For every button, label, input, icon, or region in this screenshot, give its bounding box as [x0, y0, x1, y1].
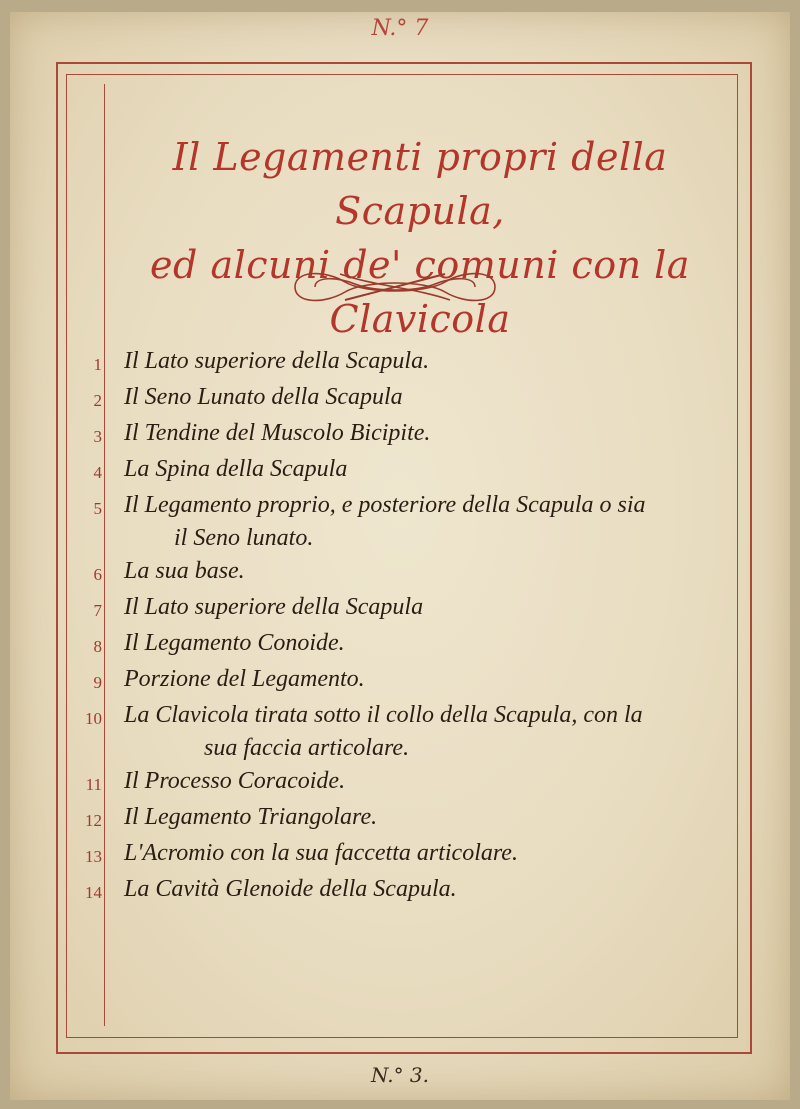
- list-item: [66, 801, 726, 837]
- item-number: 9: [93, 673, 102, 692]
- item-number: 11: [85, 775, 102, 794]
- ligament-list: [66, 345, 726, 909]
- item-text-block: [116, 663, 726, 696]
- title-line-2: ed alcuni de' comuni con la Clavicola: [150, 243, 690, 341]
- item-text-block: [116, 873, 726, 906]
- item-number: 6: [93, 565, 102, 584]
- item-text: Il Lato superiore della Scapula.: [124, 348, 430, 374]
- item-text-block: [116, 765, 726, 798]
- item-number: 12: [85, 811, 102, 830]
- page-number-top: N.° 7: [371, 16, 429, 41]
- list-item: [66, 489, 726, 555]
- item-text: Il Legamento proprio, e posteriore della Scapula o sia: [124, 492, 646, 518]
- item-text-block: [116, 489, 726, 555]
- item-text-block: [116, 699, 726, 765]
- item-text-block: [116, 801, 726, 834]
- item-number: 2: [93, 391, 102, 410]
- item-number: 8: [93, 637, 102, 656]
- list-item: [66, 555, 726, 591]
- item-text: L'Acromio con la sua faccetta articolare.: [124, 840, 518, 866]
- item-text-block: [116, 627, 726, 660]
- list-item: [66, 663, 726, 699]
- list-item: [66, 345, 726, 381]
- item-text: Il Tendine del Muscolo Bicipite.: [124, 420, 431, 446]
- item-text-block: [116, 453, 726, 486]
- list-item: [66, 765, 726, 801]
- item-continuation: il Seno lunato.: [174, 525, 314, 551]
- item-number: 10: [85, 709, 102, 728]
- list-item: [66, 591, 726, 627]
- item-number: 7: [93, 601, 102, 620]
- item-number: 1: [93, 355, 102, 374]
- item-number: 3: [93, 427, 102, 446]
- item-continuation: sua faccia articolare.: [204, 735, 410, 761]
- list-item: [66, 837, 726, 873]
- item-text-block: [116, 381, 726, 414]
- item-text: Porzione del Legamento.: [124, 666, 365, 692]
- item-text: La Spina della Scapula: [124, 456, 348, 482]
- flourish-ornament: [285, 262, 505, 312]
- list-item: [66, 417, 726, 453]
- item-number: 4: [93, 463, 102, 482]
- item-text: La sua base.: [124, 558, 245, 584]
- item-text: Il Seno Lunato della Scapula: [124, 384, 403, 410]
- item-number: 13: [85, 847, 102, 866]
- item-number: 14: [85, 883, 102, 902]
- page-title: [110, 130, 730, 346]
- item-text: La Clavicola tirata sotto il collo della Scapula, con la: [124, 702, 643, 728]
- list-item: [66, 381, 726, 417]
- item-text-block: [116, 345, 726, 378]
- item-text: Il Legamento Triangolare.: [124, 804, 378, 830]
- list-item: [66, 627, 726, 663]
- item-text: Il Processo Coracoide.: [124, 768, 346, 794]
- list-item: [66, 453, 726, 489]
- page-number-bottom: N.° 3.: [370, 1063, 430, 1087]
- title-line-1: Il Legamenti propri della Scapula,: [172, 135, 668, 233]
- item-text-block: [116, 591, 726, 624]
- item-text: La Cavità Glenoide della Scapula.: [124, 876, 457, 902]
- item-text: Il Lato superiore della Scapula: [124, 594, 424, 620]
- item-text-block: [116, 555, 726, 588]
- item-number: 5: [93, 499, 102, 518]
- item-text-block: [116, 417, 726, 450]
- list-item: [66, 873, 726, 909]
- item-text-block: [116, 837, 726, 870]
- list-item: [66, 699, 726, 765]
- item-text: Il Legamento Conoide.: [124, 630, 345, 656]
